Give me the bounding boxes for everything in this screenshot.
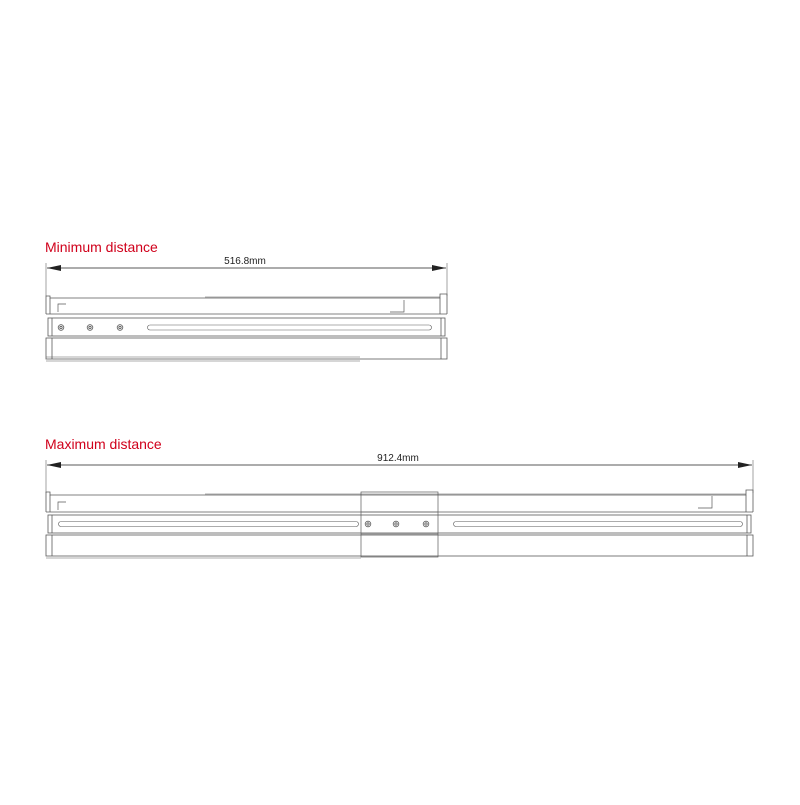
right-bracket-tab-maximum bbox=[698, 496, 712, 508]
rail-assembly-maximum bbox=[46, 490, 753, 558]
dimension-value-minimum: 516.8mm bbox=[224, 256, 266, 267]
minimum-distance-view bbox=[46, 256, 447, 361]
screw-2-maximum bbox=[393, 521, 399, 527]
screw-2-minimum bbox=[87, 325, 93, 331]
left-bracket-tab-maximum bbox=[58, 502, 66, 510]
maximum-distance-view bbox=[46, 453, 753, 558]
dimension-value-maximum: 912.4mm bbox=[377, 453, 419, 464]
dimension-line-maximum bbox=[46, 453, 753, 493]
minimum-distance-heading: Minimum distance bbox=[45, 239, 158, 255]
middle-rail-minimum bbox=[48, 318, 445, 336]
travel-slot-left-maximum bbox=[59, 522, 359, 527]
inner-rail-minimum bbox=[46, 338, 447, 361]
right-bracket-tab-minimum bbox=[390, 300, 404, 312]
rail-assembly-minimum bbox=[46, 294, 447, 361]
left-bracket-tab-minimum bbox=[58, 304, 66, 312]
screw-1-minimum bbox=[58, 325, 64, 331]
middle-rail-maximum bbox=[48, 515, 751, 533]
travel-slot-minimum bbox=[148, 325, 432, 330]
maximum-distance-heading: Maximum distance bbox=[45, 436, 162, 452]
outer-rail-minimum bbox=[46, 294, 447, 314]
overlap-section-maximum bbox=[361, 492, 438, 557]
travel-slot-right-maximum bbox=[454, 522, 743, 527]
screw-1-maximum bbox=[365, 521, 371, 527]
dimension-line-minimum bbox=[46, 256, 447, 296]
inner-rail-maximum bbox=[46, 535, 753, 558]
screw-3-minimum bbox=[117, 325, 123, 331]
outer-rail-maximum bbox=[46, 490, 753, 512]
screw-3-maximum bbox=[423, 521, 429, 527]
